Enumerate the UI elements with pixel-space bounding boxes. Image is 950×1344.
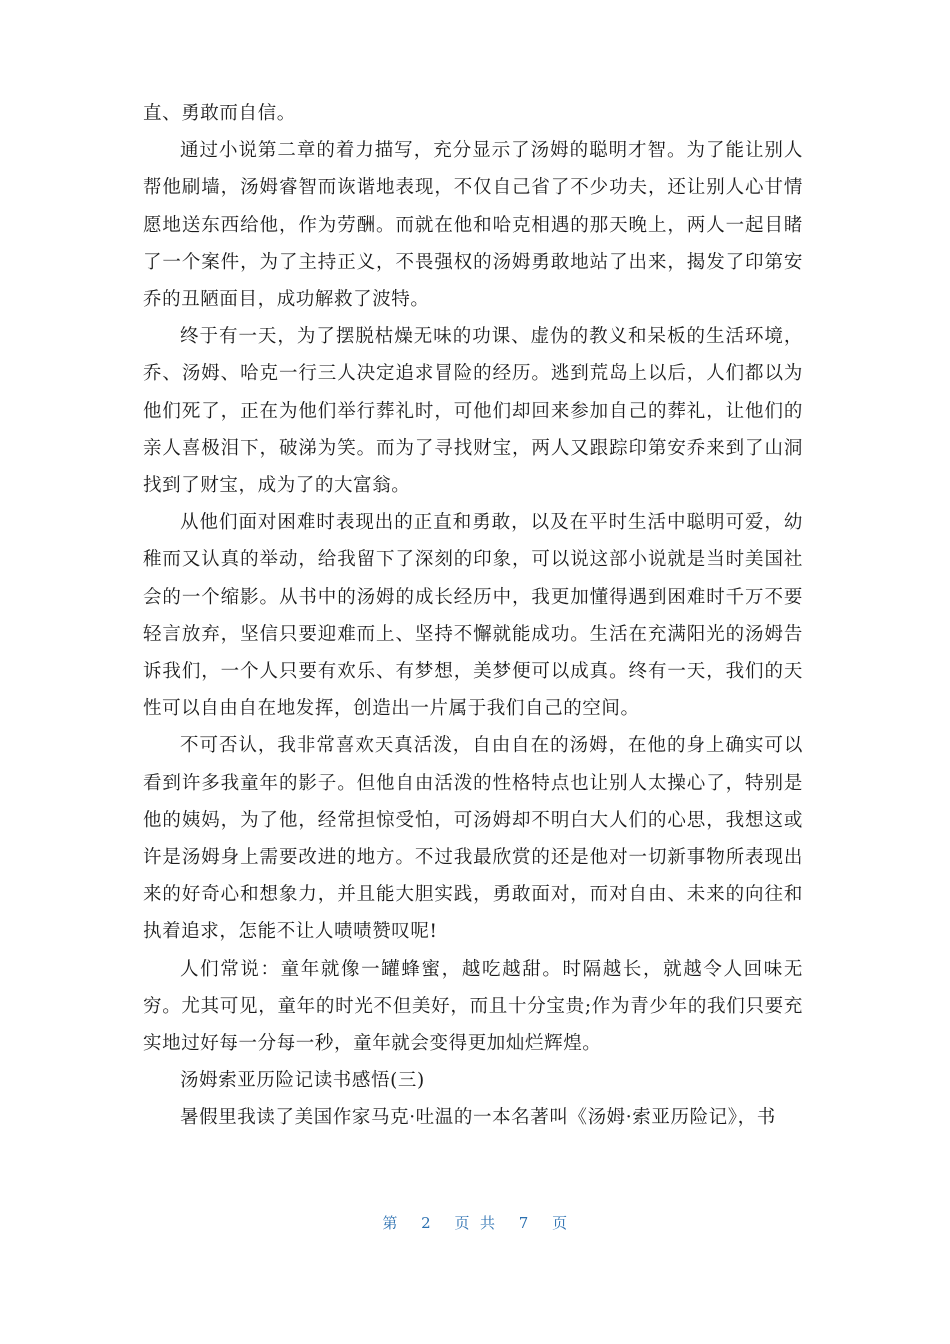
footer-label-middle: 页 共: [454, 1214, 496, 1232]
current-page-number: 2: [421, 1214, 432, 1232]
paragraph: 从他们面对困难时表现出的正直和勇敢，以及在平时生活中聪明可爱，幼稚而又认真的举动，给我留下了深刻的印象，可以说这部小说就是当时美国社会的一个缩影。从书中的汤姆的成长经历中，我更加懂得遇到困难时千万不要轻言放弃，坚信只要迎难而上、坚持不懈就能成功。生活在充满阳光的汤姆告诉我们，一个人只要有欢乐、有梦想，美梦便可以成真。终有一天，我们的天性可以自由自在地发挥，创造出一片属于我们自己的空间。: [143, 512, 803, 720]
page-footer: [0, 1212, 950, 1233]
paragraph: 直、勇敢而自信。: [143, 103, 296, 124]
paragraph: 暑假里我读了美国作家马克·吐温的一本名著叫《汤姆·索亚历险记》，书: [180, 1107, 776, 1129]
paragraph: 人们常说：童年就像一罐蜂蜜，越吃越甜。时隔越长，就越令人回味无穷。尤其可见，童年的时光不但美好，而且十分宝贵;作为青少年的我们只要充实地过好每一分每一秒，童年就会变得更加灿烂辉煌。: [143, 958, 803, 1055]
paragraph: 不可否认，我非常喜欢天真活泼，自由自在的汤姆，在他的身上确实可以看到许多我童年的影子。但他自由活泼的性格特点也让别人太操心了，特别是他的姨妈，为了他，经常担惊受怕，可汤姆却不明白大人们的心思，我想这或许是汤姆身上需要改进的地方。不过我最欣赏的还是他对一切新事物所表现出来的好奇心和想象力，并且能大胆实践，勇敢面对，而对自由、未来的向往和执着追求，怎能不让人啧啧赞叹呢!: [143, 735, 803, 943]
section-heading: 汤姆索亚历险记读书感悟(三): [180, 1070, 425, 1092]
footer-label-suffix: 页: [552, 1214, 568, 1232]
footer-label-prefix: 第: [382, 1214, 398, 1232]
document-body: [143, 95, 803, 1137]
total-pages-number: 7: [518, 1214, 529, 1232]
paragraph: 终于有一天，为了摆脱枯燥无味的功课、虚伪的教义和呆板的生活环境，乔、汤姆、哈克一行三人决定追求冒险的经历。逃到荒岛上以后，人们都以为他们死了，正在为他们举行葬礼时，可他们却回来参加自己的葬礼，让他们的亲人喜极泪下，破涕为笑。而为了寻找财宝，两人又跟踪印第安乔来到了山洞找到了财宝，成为了的大富翁。: [143, 326, 803, 497]
paragraph: 通过小说第二章的着力描写，充分显示了汤姆的聪明才智。为了能让别人帮他刷墙，汤姆睿智而诙谐地表现，不仅自己省了不少功夫，还让别人心甘情愿地送东西给他，作为劳酬。而就在他和哈克相遇的那天晚上，两人一起目睹了一个案件，为了主持正义，不畏强权的汤姆勇敢地站了出来，揭发了印第安乔的丑陋面目，成功解救了波特。: [143, 140, 803, 311]
